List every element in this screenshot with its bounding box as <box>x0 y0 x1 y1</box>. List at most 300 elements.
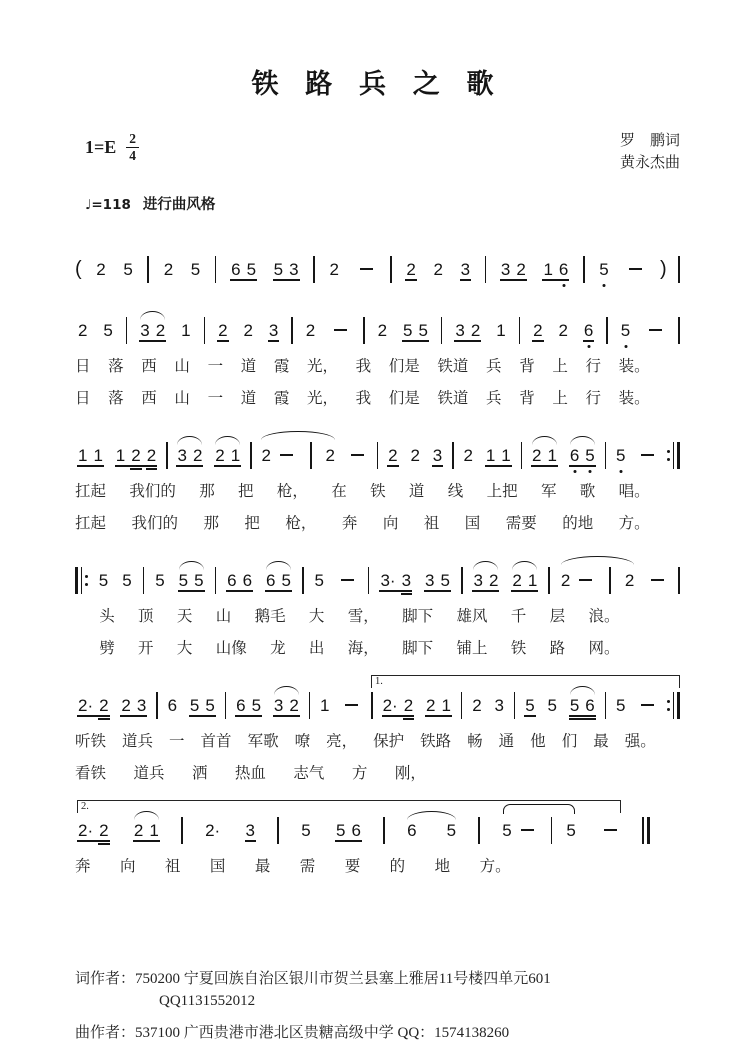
note: 2 <box>403 695 414 715</box>
note-beam <box>230 261 257 278</box>
lyric-syllable: 祖 <box>164 857 181 875</box>
note-beam <box>637 704 658 706</box>
note: 6 <box>570 447 579 464</box>
note: 3 <box>289 259 299 279</box>
note-beam <box>615 447 626 464</box>
note-beam <box>501 817 577 844</box>
note: 2 <box>406 259 416 279</box>
lyric-syllable: 们 <box>561 732 578 750</box>
lyric-syllable: 地 <box>434 857 451 875</box>
note-group <box>405 261 416 278</box>
tempo-line <box>85 193 680 214</box>
note: 3· <box>380 570 396 590</box>
lyric-syllable: 军 <box>540 482 557 500</box>
lyric-syllable: 铺上 <box>456 639 488 657</box>
music-token <box>75 567 78 594</box>
note-group <box>189 697 216 714</box>
duration-dash <box>604 829 617 831</box>
lyric-syllable: 畅 <box>467 732 483 750</box>
note-group <box>98 572 109 589</box>
note-group <box>387 447 398 464</box>
barline <box>609 567 611 594</box>
lyric-syllable: 雄风 <box>456 607 488 625</box>
note: 1 <box>230 445 241 465</box>
note-beam <box>77 322 88 339</box>
note-group <box>460 261 471 278</box>
lyric-syllable: 光， <box>306 389 338 407</box>
barline <box>147 256 149 283</box>
notes-row <box>75 553 680 594</box>
note-beam <box>341 704 362 706</box>
lyric-syllable: 日 <box>75 357 91 375</box>
style-label: 进行曲风格 <box>142 196 216 213</box>
lyric-row <box>75 854 511 876</box>
note: 3 <box>455 320 465 340</box>
note: 5 <box>189 695 200 715</box>
note: 3 <box>401 570 412 590</box>
lyric-syllable: 山 <box>215 607 232 625</box>
note-group <box>341 704 362 706</box>
slur-arc <box>215 436 240 445</box>
score <box>75 242 680 876</box>
barline <box>519 317 521 344</box>
note-beam <box>402 322 429 339</box>
lyric-syllable: 他 <box>530 732 546 750</box>
note: 1 <box>496 320 506 340</box>
barline <box>313 256 315 283</box>
barline <box>485 256 487 283</box>
note-beam <box>494 697 505 714</box>
slur-arc <box>561 556 635 565</box>
note-beam <box>495 322 506 339</box>
note-group <box>217 322 228 339</box>
note: 5 <box>566 820 576 840</box>
note: 5 <box>440 570 450 590</box>
lyric-syllable: 网。 <box>588 639 620 657</box>
note-group <box>547 697 558 714</box>
note-beam <box>139 322 166 339</box>
lyric-syllable: 落 <box>108 357 124 375</box>
note-group <box>637 704 658 706</box>
barline <box>310 442 312 469</box>
note: 2 <box>155 320 166 340</box>
lyric-syllable: 方。 <box>479 857 511 875</box>
lyric-syllable: 线 <box>447 482 464 500</box>
lyric-syllable: 道 <box>408 482 425 500</box>
lyric-syllable: 我 <box>355 357 372 375</box>
note-beam <box>454 322 481 339</box>
note-group <box>313 572 324 589</box>
barline <box>377 442 379 469</box>
lyric-syllable: 枪， <box>276 482 308 500</box>
note: 5 <box>205 695 215 715</box>
lyric-syllable: 铁 <box>510 639 527 657</box>
music-token <box>647 817 650 844</box>
note-group <box>569 697 596 714</box>
note: 5 <box>314 570 324 590</box>
duration-dash <box>651 579 664 581</box>
barline <box>309 692 311 719</box>
note: 2 <box>433 259 443 279</box>
slur-arc <box>473 561 498 570</box>
note-beam <box>154 572 165 589</box>
key-time-signature <box>85 131 139 163</box>
barline <box>215 256 217 283</box>
repeat-dots <box>85 567 88 594</box>
note: 6 <box>351 820 361 840</box>
lyric-syllable: 们是 <box>388 357 420 375</box>
note-group <box>432 261 443 278</box>
note-group <box>645 329 666 331</box>
paren: ( <box>75 258 82 280</box>
note-beam <box>121 572 132 589</box>
barline <box>181 817 183 844</box>
note-beam <box>500 261 527 278</box>
time-numerator: 2 <box>126 131 139 148</box>
barline <box>551 817 553 844</box>
lyric-syllable: 最 <box>593 732 609 750</box>
note: 1 <box>501 445 511 465</box>
note-beam <box>313 572 324 589</box>
low-octave-dot <box>624 345 627 348</box>
lyric-syllable: 热血 <box>234 764 266 782</box>
lyric-syllable: 西 <box>141 389 157 407</box>
note-beam <box>511 572 538 589</box>
note: 5 <box>123 259 133 279</box>
lyric-syllable: 歌 <box>579 482 596 500</box>
lyric-syllable: 大 <box>176 639 193 657</box>
lyric-syllable: 扛起 <box>75 482 107 500</box>
lyric-syllable: 通 <box>498 732 515 750</box>
music-token <box>673 442 675 469</box>
lyric-syllable: 最 <box>254 857 271 875</box>
note-beam <box>163 261 174 278</box>
music-token <box>673 692 675 719</box>
note: 3 <box>136 695 147 715</box>
lyric-syllable: 刚， <box>394 764 426 782</box>
note-beam <box>95 261 106 278</box>
lyric-syllable: 的 <box>389 857 406 875</box>
lyric-syllable: 听铁 <box>75 732 107 750</box>
note-group <box>167 697 178 714</box>
note: 5 <box>569 695 580 715</box>
note: 2 <box>472 695 482 715</box>
note-beam <box>425 697 452 714</box>
note-group <box>615 447 626 464</box>
duration-dash <box>341 579 354 581</box>
note-beam <box>645 329 666 331</box>
note: 3 <box>460 259 471 279</box>
lyric-syllable: 西 <box>141 357 157 375</box>
note-group <box>620 322 631 339</box>
lyric-syllable: 上 <box>552 357 568 375</box>
duration-dash <box>649 329 662 331</box>
note-group <box>406 822 457 839</box>
note-beam <box>260 442 336 469</box>
repeat-end <box>667 442 680 469</box>
note-beam <box>226 572 253 589</box>
note: 2 <box>410 445 420 465</box>
lyric-syllable: 一 <box>169 732 185 750</box>
slur-arc <box>274 686 299 695</box>
lyric-syllable: 看铁 <box>75 764 107 782</box>
lyric-row <box>99 636 619 658</box>
note-group <box>260 442 336 469</box>
note-beam <box>485 447 512 464</box>
lyric-syllable: 背 <box>519 389 535 407</box>
music-line <box>75 675 680 783</box>
lyric-syllable: 霞 <box>273 357 290 375</box>
note-group <box>598 261 609 278</box>
note-group <box>121 572 132 589</box>
note: 2 <box>78 320 88 340</box>
note-beam <box>542 261 569 278</box>
lyric-syllable: 需要 <box>505 514 537 532</box>
duration-dash <box>334 329 347 331</box>
lyric-row <box>75 729 656 751</box>
note: 1 <box>527 570 538 590</box>
barline <box>678 567 680 594</box>
lyricist-address: 词作者：750200 宁夏回族自治区银川市贺兰县塞上雅居11号楼四单元601 <box>75 970 551 987</box>
lyric-row <box>75 479 650 501</box>
note-beam <box>531 447 558 464</box>
lyric-syllable: 那 <box>199 482 215 500</box>
note-group <box>409 447 420 464</box>
lyric-syllable: 铁道 <box>437 389 469 407</box>
lyric-syllable: 方。 <box>618 514 650 532</box>
lyric-syllable: 向 <box>119 857 136 875</box>
low-octave-dot <box>602 284 605 287</box>
note-beam <box>382 697 415 714</box>
note: 2 <box>624 570 635 590</box>
note: 2 <box>329 259 339 279</box>
note: 5 <box>585 447 594 464</box>
lyric-syllable: 奔 <box>341 514 358 532</box>
lyric-syllable: 兵 <box>486 357 502 375</box>
lyric-syllable: 在 <box>331 482 347 500</box>
music-line <box>75 800 680 876</box>
note-group <box>230 261 257 278</box>
lyric-syllable: 铁道 <box>437 357 469 375</box>
note: 2 <box>377 320 388 340</box>
note: 5 <box>621 322 630 339</box>
note-beam <box>115 447 157 464</box>
note-group <box>501 817 577 844</box>
lyric-syllable: 兵 <box>486 389 502 407</box>
lyric-syllable: 路 <box>549 639 566 657</box>
note-group <box>242 322 253 339</box>
lyric-syllable: 枪， <box>285 514 317 532</box>
note: 2 <box>163 259 174 279</box>
low-octave-dot <box>562 284 565 287</box>
slur-arc <box>179 561 204 570</box>
barline <box>143 567 145 594</box>
note: 2 <box>192 445 203 465</box>
lyric-syllable: 开 <box>138 639 154 657</box>
lyric-syllable: 我们的 <box>131 514 178 532</box>
slur-arc <box>261 431 335 440</box>
lyric-syllable: 扛起 <box>75 514 107 532</box>
score-header <box>75 131 680 175</box>
note: 1 <box>441 695 451 715</box>
lyric-syllable: 嘹 <box>294 732 311 750</box>
note: 1 <box>149 820 159 840</box>
lyric-syllable: 唱。 <box>618 482 650 500</box>
lyric-syllable: 我 <box>355 389 372 407</box>
note-group <box>319 697 330 714</box>
note: 2· <box>78 695 94 715</box>
note-beam <box>189 697 216 714</box>
barline <box>390 256 392 283</box>
note: 1 <box>78 445 88 465</box>
slur-arc <box>512 561 537 570</box>
lyric-syllable: 志气 <box>293 764 325 782</box>
note: 5 <box>616 695 626 715</box>
note-beam <box>98 572 109 589</box>
note: 6 <box>231 259 241 279</box>
lyric-syllable: 脚下 <box>402 639 434 657</box>
barline <box>461 692 463 719</box>
volta-bracket <box>77 800 621 813</box>
music-token <box>81 567 83 594</box>
note-group <box>600 829 621 831</box>
note-group <box>214 447 241 464</box>
time-signature <box>126 131 139 163</box>
note-group <box>402 322 429 339</box>
music-token <box>677 692 680 719</box>
note: 2 <box>426 695 436 715</box>
lyric-syllable: 顶 <box>138 607 154 625</box>
note: 3 <box>273 695 284 715</box>
barline <box>291 317 293 344</box>
note-group <box>625 268 646 270</box>
note-group <box>204 822 221 839</box>
lyric-syllable: 国 <box>464 514 481 532</box>
note: 2 <box>512 570 522 590</box>
low-octave-dot <box>589 470 592 473</box>
note-beam <box>377 322 388 339</box>
note: 3 <box>140 320 150 340</box>
note: 6 <box>407 820 417 840</box>
barline <box>605 442 607 469</box>
note-beam <box>558 322 569 339</box>
note: 3 <box>177 445 187 465</box>
lyric-syllable: 道兵 <box>133 764 165 782</box>
duration-dash <box>351 454 364 456</box>
note-group <box>154 572 165 589</box>
lyric-syllable: 铁路 <box>420 732 452 750</box>
note: 5 <box>251 695 262 715</box>
lyric-row <box>99 604 619 626</box>
note-group <box>471 697 482 714</box>
note-beam <box>176 447 203 464</box>
note-beam <box>547 697 558 714</box>
note-group <box>190 261 201 278</box>
note-group <box>139 322 166 339</box>
note-beam <box>347 454 368 456</box>
note-beam <box>77 697 110 714</box>
note: 2 <box>516 259 526 279</box>
lyric-syllable: 光， <box>306 357 338 375</box>
note: 5 <box>155 570 165 590</box>
note-group <box>235 697 262 714</box>
note-beam <box>122 261 133 278</box>
note-beam <box>217 322 228 339</box>
barline <box>302 567 304 594</box>
note-beam <box>265 572 292 589</box>
slur-arc <box>570 436 595 445</box>
music-line <box>75 428 680 533</box>
note-group <box>454 322 481 339</box>
barline <box>156 692 158 719</box>
note: 2 <box>560 570 571 590</box>
note-group <box>122 261 133 278</box>
note-group <box>77 447 104 464</box>
music-token <box>642 817 644 844</box>
lyric-syllable: 霞 <box>273 389 290 407</box>
note-group <box>637 454 658 456</box>
note-beam <box>167 697 178 714</box>
composer-credit: 黄永杰曲 <box>619 154 680 171</box>
music-line <box>75 303 680 408</box>
note-group <box>178 572 205 589</box>
note-group <box>300 822 311 839</box>
note: 6 <box>236 695 246 715</box>
volta-label: 1. <box>375 675 383 687</box>
paren: ) <box>659 258 667 280</box>
note-beam <box>409 447 420 464</box>
note: 5 <box>547 695 557 715</box>
note-beam <box>242 322 253 339</box>
lyric-syllable: 上把 <box>486 482 518 500</box>
note: 2 <box>533 320 543 340</box>
note: 5 <box>190 259 201 279</box>
note-beam <box>214 447 241 464</box>
barline <box>215 567 217 594</box>
note: 2 <box>558 320 568 340</box>
note: 2· <box>205 820 221 840</box>
note-beam <box>460 261 471 278</box>
note: 1 <box>547 445 557 465</box>
lyric-row <box>75 511 650 533</box>
note-group <box>180 322 191 339</box>
notes-row <box>75 242 680 283</box>
note: 5 <box>103 320 113 340</box>
note-beam <box>432 261 443 278</box>
note: 2 <box>488 570 499 590</box>
note: 2· <box>78 820 94 840</box>
barline <box>514 692 516 719</box>
note-group <box>495 322 506 339</box>
note: 1 <box>93 445 103 465</box>
note: 5 <box>335 820 346 840</box>
note-beam <box>337 579 358 581</box>
note-group <box>511 572 538 589</box>
note-group <box>335 822 362 839</box>
note-beam <box>305 322 316 339</box>
lyric-syllable: 奔 <box>75 857 91 875</box>
lyric-syllable: 龙 <box>270 639 286 657</box>
note-beam <box>598 261 609 278</box>
note: 2 <box>532 445 542 465</box>
note-beam <box>532 322 543 339</box>
credits <box>620 131 680 175</box>
note-group <box>560 567 636 594</box>
note-group <box>265 572 292 589</box>
lyric-syllable: 首首 <box>200 732 232 750</box>
barline <box>166 442 168 469</box>
barline <box>583 256 585 283</box>
